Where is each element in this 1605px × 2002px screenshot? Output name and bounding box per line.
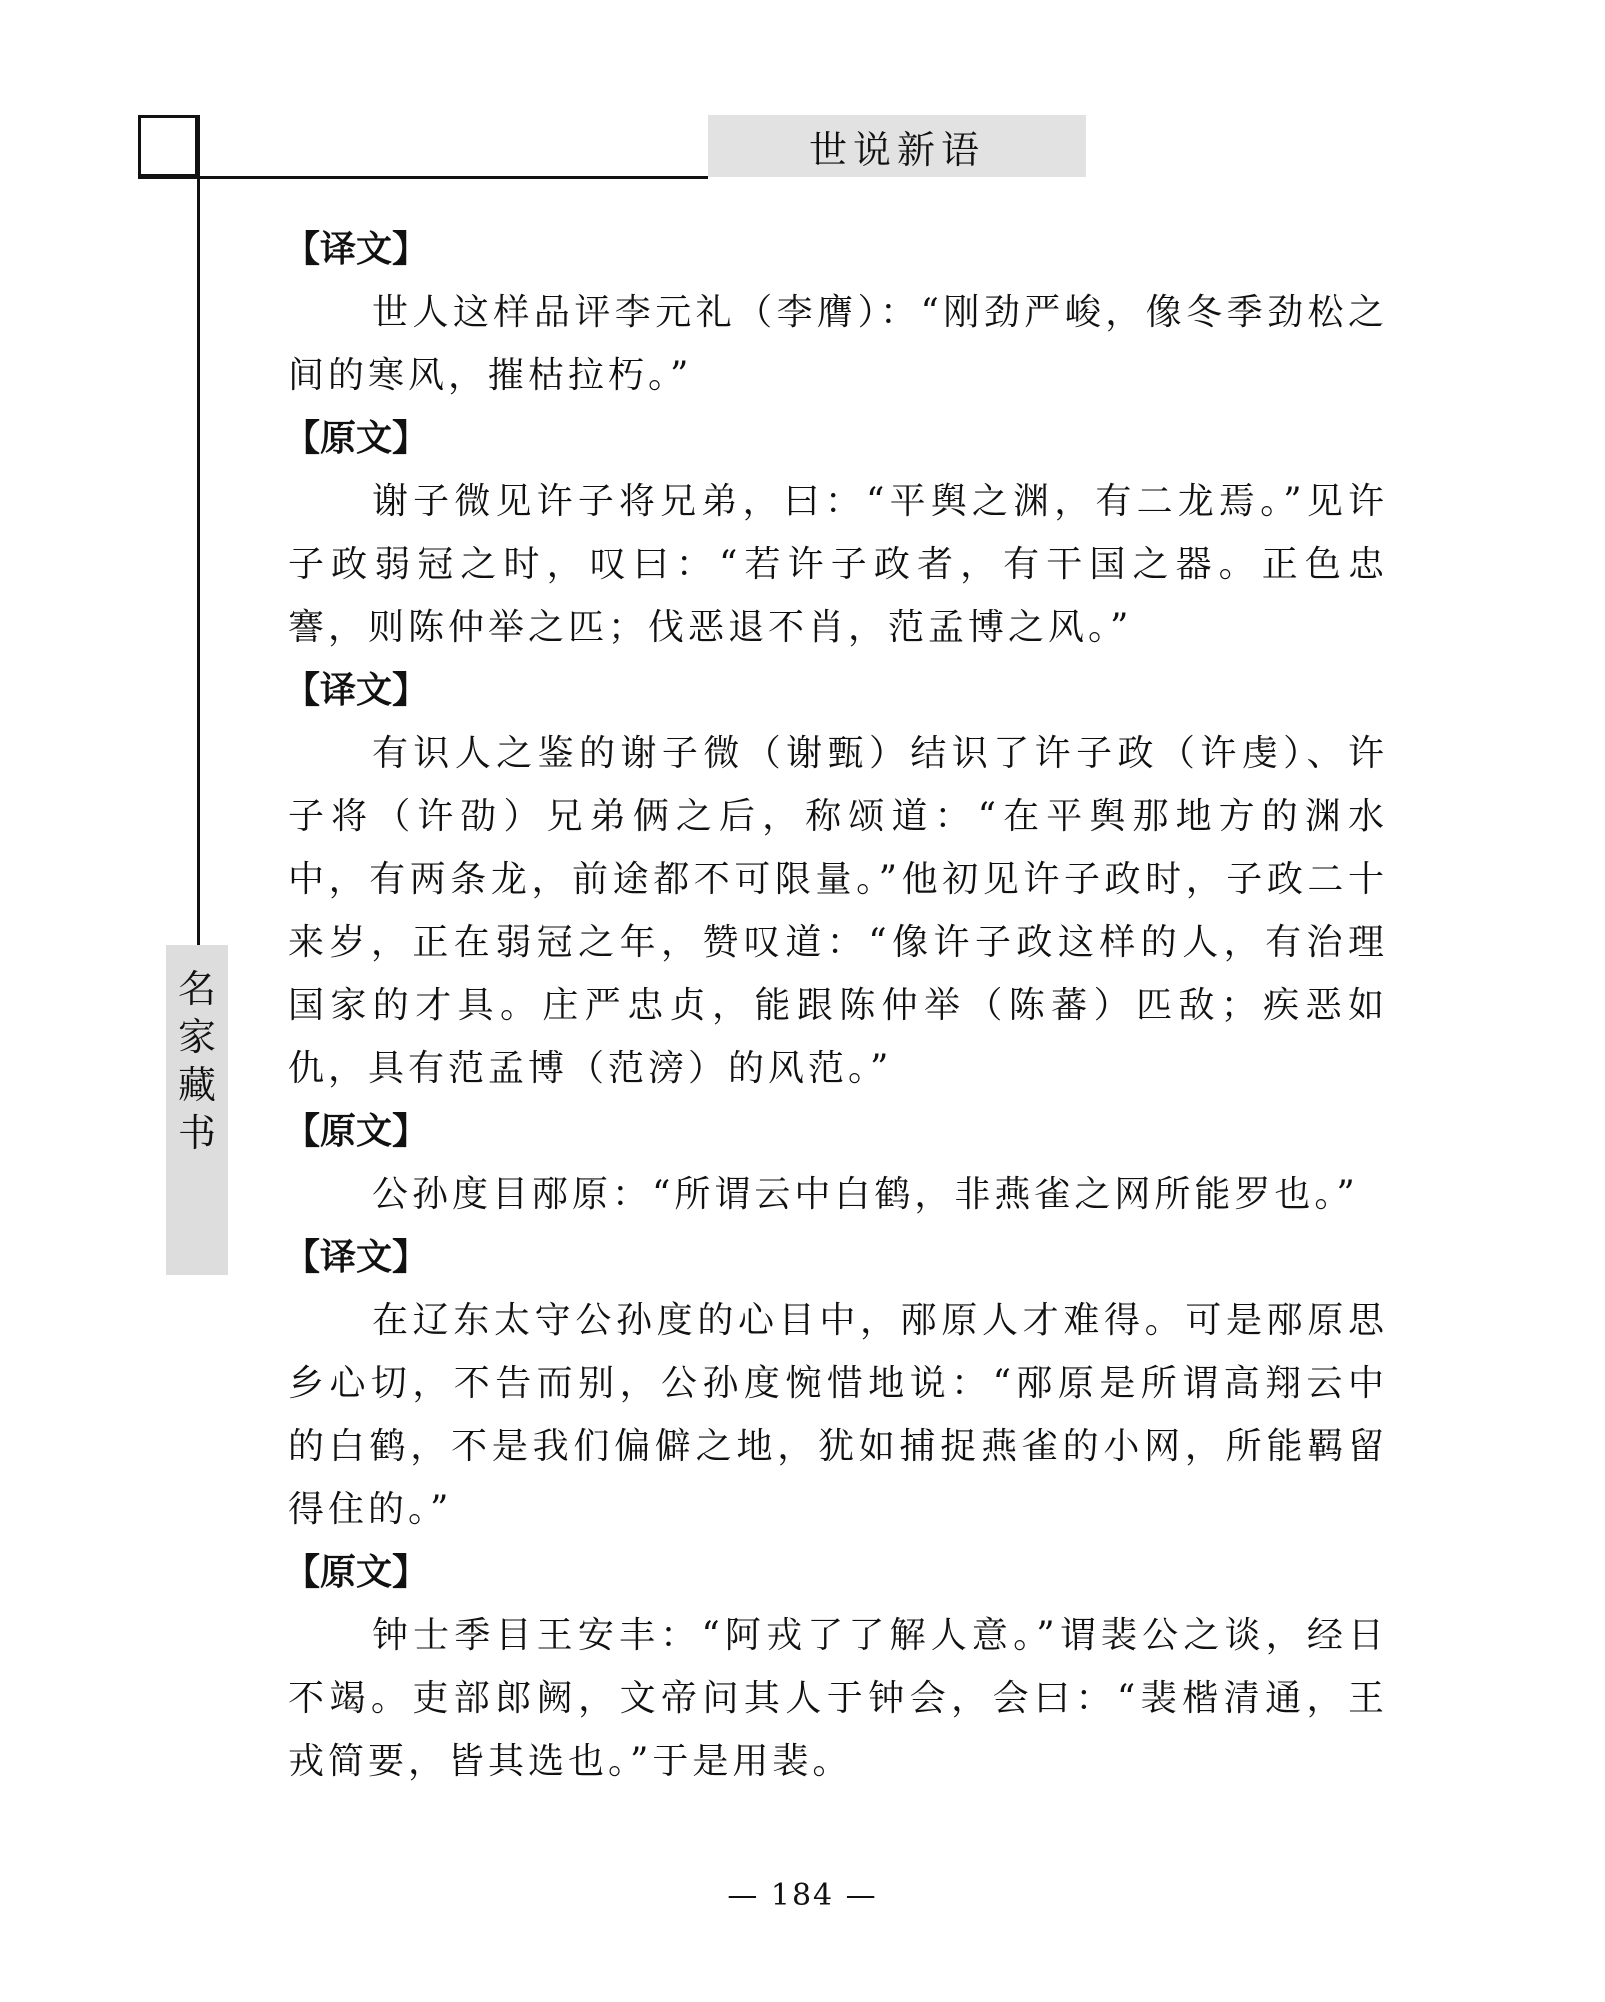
side-rule: [197, 115, 200, 945]
corner-frame: [138, 115, 198, 177]
section-paragraph: 在辽东太守公孙度的心目中，邴原人才难得。可是邴原思乡心切，不告而别，公孙度惋惜地说：“邴原是所谓高翔云中的白鹤，不是我们偏僻之地，犹如捕捉燕雀的小网，所能羁留得住的。”: [288, 1300, 1388, 1530]
section-paragraph: 公孙度目邴原：“所谓云中白鹤，非燕雀之网所能罗也。”: [372, 1174, 1359, 1215]
side-tab: [166, 945, 228, 1275]
section-label: 【原文】: [284, 1111, 429, 1152]
side-tab-char: 藏: [177, 1063, 216, 1107]
header-rule: [138, 176, 708, 179]
side-tab-char: 名: [177, 967, 216, 1011]
section-label: 【原文】: [284, 418, 429, 459]
side-tab-char: 家: [177, 1015, 216, 1059]
section-label: 【译文】: [284, 1237, 429, 1278]
book-title: 世说新语: [708, 115, 1086, 177]
section-label: 【译文】: [284, 229, 429, 270]
side-tab-char: 书: [177, 1111, 216, 1155]
section-paragraph: 世人这样品评李元礼（李膺）：“刚劲严峻，像冬季劲松之间的寒风，摧枯拉朽。”: [288, 292, 1388, 396]
section-label: 【原文】: [284, 1552, 429, 1593]
section-paragraph: 钟士季目王安丰：“阿戎了了解人意。”谓裴公之谈，经日不竭。吏部郎阙，文帝问其人于钟会，会曰：“裴楷清通，王戎简要，皆其选也。”于是用裴。: [288, 1615, 1388, 1782]
section-paragraph: 有识人之鉴的谢子微（谢甄）结识了许子政（许虔）、许子将（许劭）兄弟俩之后，称颂道：“在平舆那地方的渊水中，有两条龙，前途都不可限量。”他初见许子政时，子政二十来岁，正在弱冠之年，赞叹道：“像许子政这样的人，有治理国家的才具。庄严忠贞，能跟陈仲举（陈蕃）匹敌；疾恶如仇，具有范孟博（范滂）的风范。”: [288, 733, 1388, 1089]
section-paragraph: 谢子微见许子将兄弟，曰：“平舆之渊，有二龙焉。”见许子政弱冠之时，叹曰：“若许子政者，有干国之器。正色忠謇，则陈仲举之匹；伐恶退不肖，范孟博之风。”: [288, 481, 1388, 648]
main-text: [284, 218, 1388, 1793]
section-label: 【译文】: [284, 670, 429, 711]
page-number: — 184 —: [727, 1878, 878, 1913]
